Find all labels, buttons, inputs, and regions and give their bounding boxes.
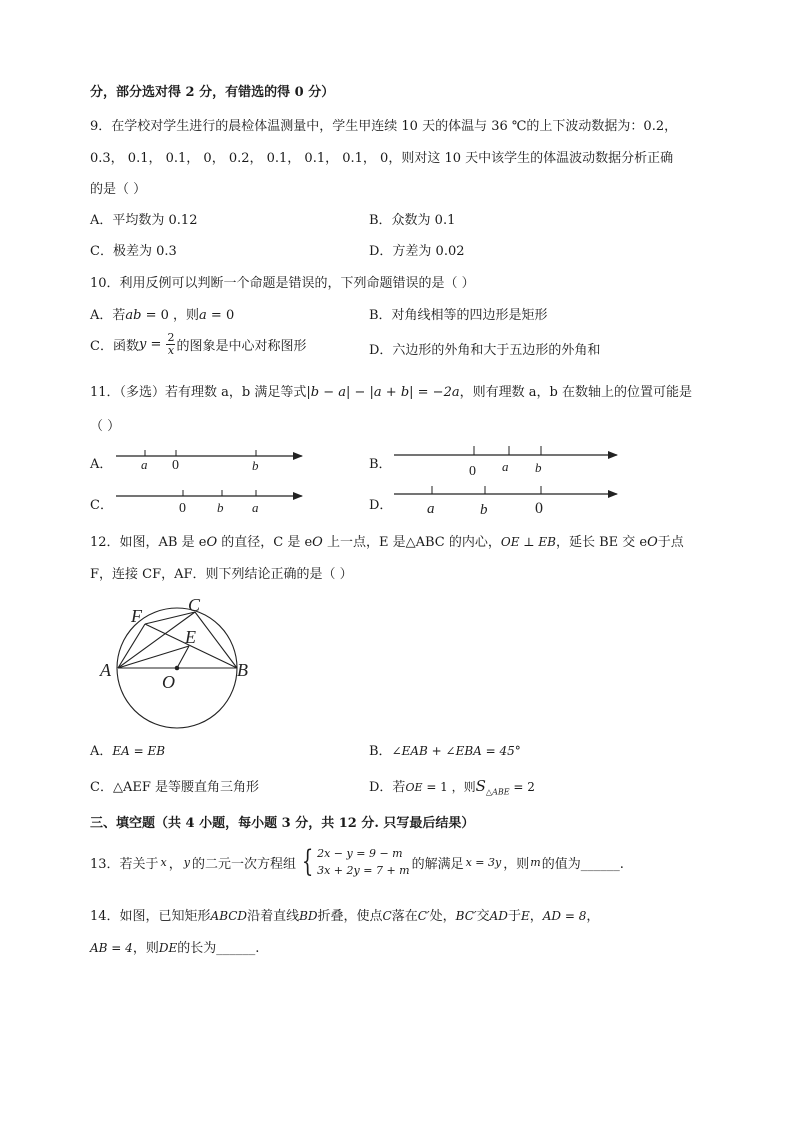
q14-l2-b: 的长为______. [177,941,260,956]
line-d-point-a: a [427,501,435,517]
q10-a-end: = 0 [206,308,235,323]
line-d-zero: 0 [535,500,543,517]
q11-stem-a: 11．（多选）若有理数 a，b 满足等式 [90,385,307,400]
q14-l1-f: 交 [476,909,490,924]
q14-cprime: C′ [417,909,430,923]
q10-option-b: B．对角线相等的四边形是矩形 [369,308,548,323]
q13-m: m [530,855,541,869]
q10-c-eq: = [146,337,166,352]
q11-option-b-label: B． [369,457,392,472]
segment-ac [118,612,195,668]
q14-de: DE [158,941,178,955]
q12-a-math: EA = EB [112,744,166,758]
q13-prefix: 13．若关于 [90,856,159,872]
q14-bcprime: BC′ [455,909,477,923]
line-d-point-b: b [480,502,488,518]
scoring-note: 分，部分选对得 2 分，有错选的得 0 分） [90,85,335,100]
q10-stem: 10．利用反例可以判断一个命题是错误的，下列命题错误的是（ ） [90,276,475,291]
q13-comma: ， [168,856,182,872]
line-a-point-b: b [252,458,259,473]
q12-option-c: C．△AEF 是等腰直角三角形 [90,780,259,795]
q12-b-label: B． [369,744,392,759]
q10-c-suffix: 的图象是中心对称图形 [176,339,307,354]
q12-d-oe: OE [405,781,423,794]
q14-l1-c: 折叠，使点 [317,909,383,924]
q10-a-math-a: a [199,308,207,323]
q13-end: 的值为______. [541,856,624,872]
q12-d-mid: = 1 ，则 [422,780,476,794]
q13-brace: { [301,844,314,879]
q14-c: C [382,909,392,923]
q14-l2-a: ，则 [132,941,159,956]
label-point-c: C [188,595,201,615]
q12-l1-e: 于点 [657,535,684,550]
q11-stem-b: ，则有理数 a，b 在数轴上的位置可能是 [459,385,692,400]
q12-l1-b: 的直径，C 是 e [217,535,313,550]
q14-ad-8: AD = 8 [542,909,587,923]
q11-formula: |b − a| − |a + b| = −2a [306,385,460,400]
q9-stem-line1: 9．在学校对学生进行的晨检体温测量中，学生甲连续 10 天的体温与 36 ℃的上下波动数据为：0.2， [90,119,678,134]
q14-l1-h: ， [529,909,543,924]
q12-l1-o3: O [647,535,658,550]
q12-d-prefix: D．若 [369,780,406,795]
q13-stem [90,845,624,879]
label-point-b: B [237,660,248,680]
segment-cb [195,612,237,668]
line-b-zero: 0 [469,464,476,479]
q10-c-prefix: C．函数 [90,339,139,354]
q12-d-s: S [475,777,486,795]
q10-a-mid: = 0 ，则 [141,308,200,323]
line-b-point-a: a [502,459,509,474]
q14-l1-i: ， [586,909,600,924]
q10-c-denominator: x [167,344,175,357]
q13-eq2: 3x + 2y = 7 + m [317,864,410,877]
q12-l1-d: ，延长 BE 交 e [555,535,648,550]
q12-option-a [90,740,165,759]
q11-option-a-label: A． [90,457,113,472]
q9-option-c: C．极差为 0.3 [90,244,177,259]
q13-y: y [183,855,190,869]
q11-option-d-label: D． [369,498,393,513]
q12-stem-line2: F，连接 CF，AF．则下列结论正确的是（ ） [90,567,353,582]
q9-option-b: B．众数为 0.1 [369,213,456,228]
q13-x: x [160,855,167,869]
q14-l1-d: 落在 [391,909,418,924]
q12-l1-o2: O [312,535,323,550]
q9-stem-line3: 的是（ ） [90,182,147,197]
line-b-point-b: b [535,460,542,475]
q9-stem-line2: 0.3， 0.1， 0.1， 0， 0.2， 0.1， 0.1， 0.1， 0，则对这 10 天中该学生的体温波动数据分析正确 [90,151,674,166]
center-dot [175,666,180,671]
line-c-zero: 0 [179,501,186,516]
q14-bd: BD [299,909,318,923]
q14-l1-b: 沿着直线 [247,909,300,924]
q12-option-d [369,776,535,797]
q12-l1-o1: O [206,535,218,550]
line-c-point-b: b [217,500,224,515]
line-a-zero: 0 [172,458,179,473]
q14-stem-line1 [90,905,599,924]
q13-cond-b: ，则 [503,856,530,872]
q10-c-y: y [138,337,147,352]
q12-l1-c: 上一点，E 是△ABC 的内心， [322,535,501,550]
q13-eq1: 2x − y = 9 − m [317,847,403,860]
q12-a-label: A． [90,744,113,759]
q14-abcd: ABCD [210,909,248,923]
q11-option-c-label: C． [90,498,113,513]
line-a-point-a: a [141,457,148,472]
q14-ad: AD [489,909,508,923]
q14-l1-a: 14．如图，已知矩形 [90,909,211,924]
q9-option-a: A．平均数为 0.12 [90,213,198,228]
q10-a-math-ab: ab [125,308,142,323]
q12-d-end: = 2 [509,780,535,794]
q14-stem-line2 [90,937,259,956]
q12-b-math: ∠EAB + ∠EBA = 45° [391,744,521,758]
q12-option-b [369,740,521,759]
q9-option-d: D．方差为 0.02 [369,244,465,259]
q13-cond-math: x = 3y [465,855,502,869]
label-point-f: F [131,606,142,626]
q12-l1-math: OE ⊥ EB [500,535,556,549]
label-point-e: E [185,627,196,647]
label-point-a: A [100,660,111,680]
q11-paren: （ ） [90,419,121,434]
section-3-heading: 三、填空题（共 4 小题，每小题 3 分，共 12 分. 只写最后结果） [90,816,475,831]
q12-d-sub: △ABE [485,787,510,797]
q14-l1-g: 于 [507,909,521,924]
q13-equations [317,845,409,879]
line-c-point-a: a [252,500,259,515]
q14-ab-4: AB = 4 [90,941,133,955]
q13-mid: 的二元一次方程组 [192,856,297,872]
q12-l1-a: 12．如图，AB 是 e [90,535,207,550]
q14-e: E [520,909,530,923]
label-point-o: O [162,672,175,692]
q13-cond-a: 的解满足 [411,856,464,872]
q10-option-d: D．六边形的外角和大于五边形的外角和 [369,343,601,358]
q10-a-prefix: A．若 [90,308,126,323]
q10-c-numerator: 2 [167,331,175,344]
q13-system [298,845,410,879]
q14-l1-e: 处， [429,909,456,924]
